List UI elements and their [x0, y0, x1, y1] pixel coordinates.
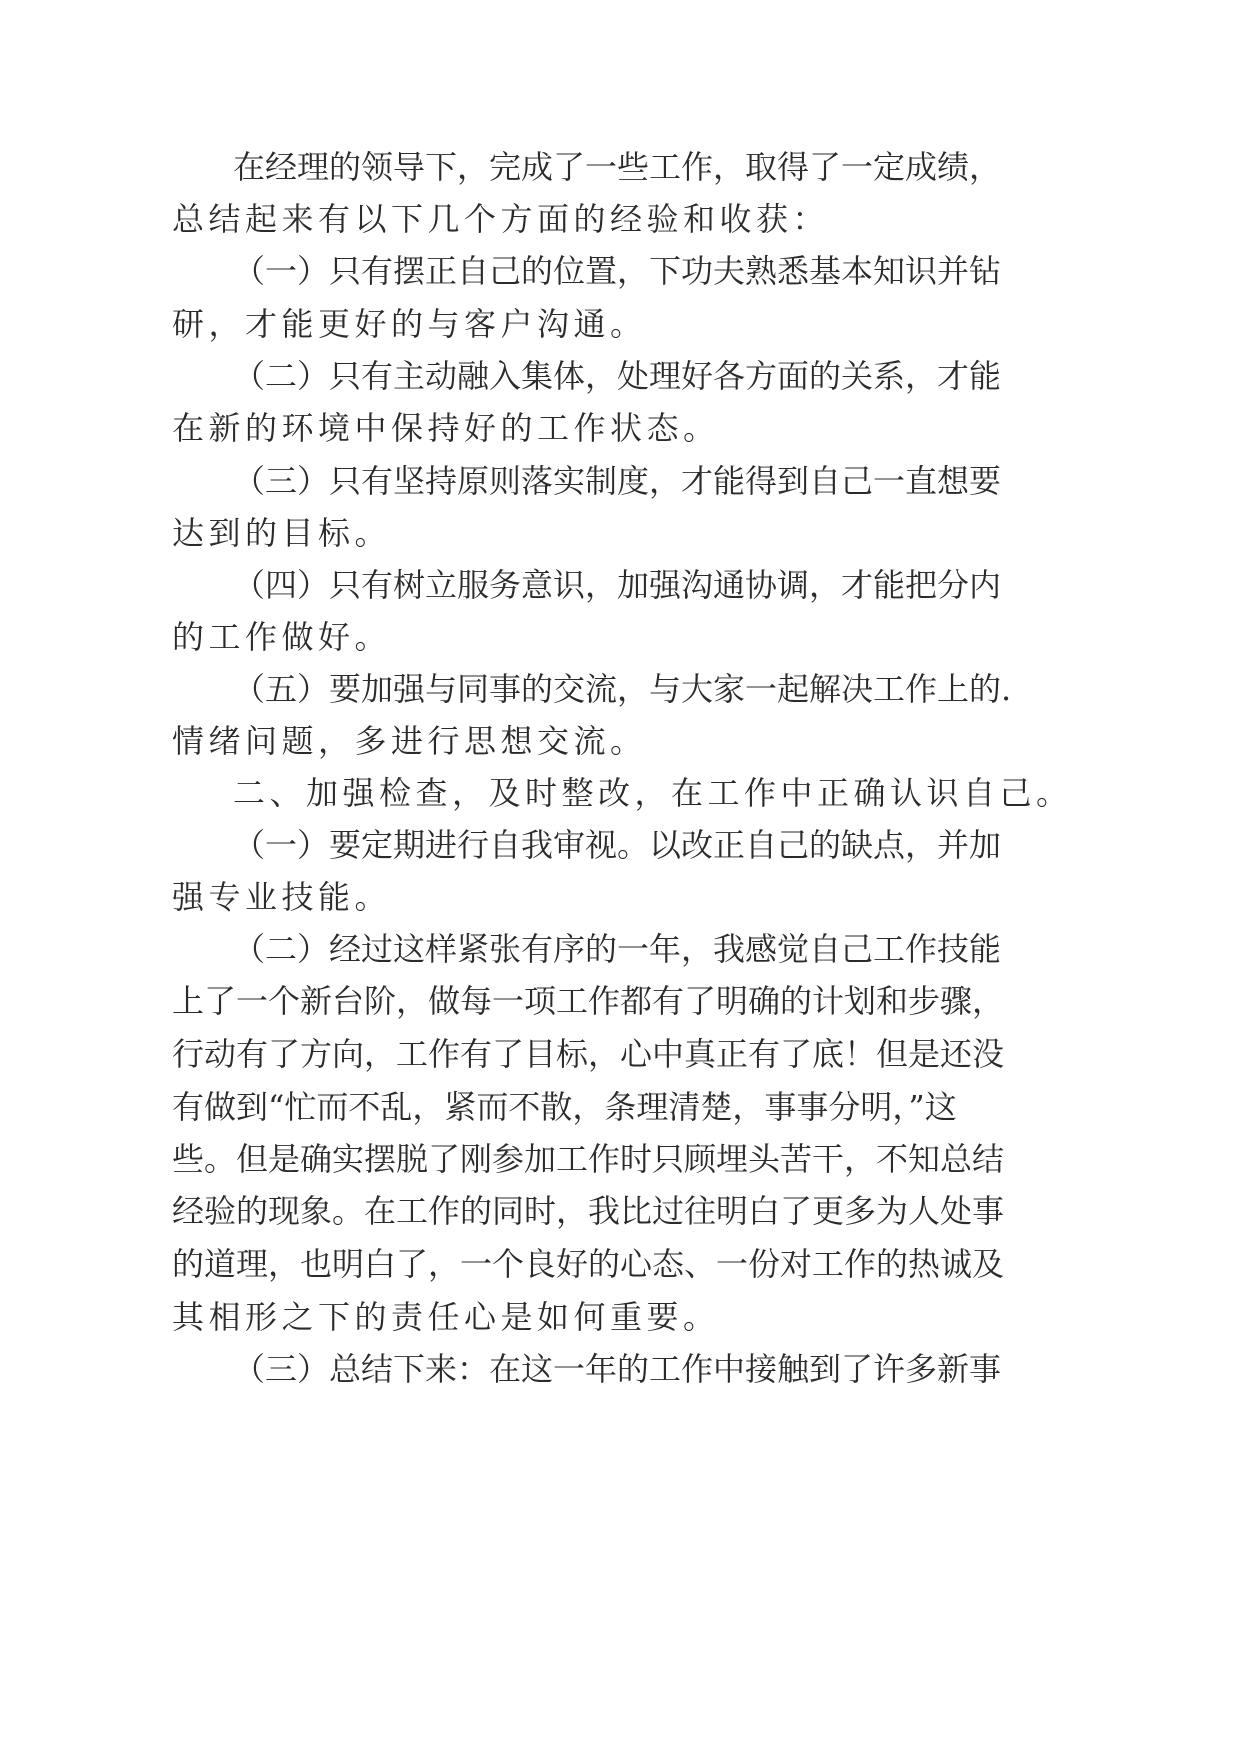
- text-line: 行动有了方向，工作有了目标，心中真正有了底！但是还没: [172, 1035, 1005, 1073]
- text-line: 研，才能更好的与客户沟通。: [172, 305, 647, 343]
- text-line: 二、加强检查，及时整改，在工作中正确认识自己。: [233, 774, 1073, 812]
- text-line: 的工作做好。: [172, 618, 392, 656]
- text-line: 在经理的领导下，完成了一些工作，取得了一定成绩，: [233, 148, 1002, 186]
- text-line: （二）经过这样紧张有序的一年，我感觉自己工作技能: [233, 930, 1002, 968]
- text-line: （三）只有坚持原则落实制度，才能得到自己一直想要: [233, 462, 1002, 500]
- text-line: 有做到“忙而不乱，紧而不散，条理清楚，事事分明，”这: [172, 1088, 957, 1126]
- text-line: 其相形之下的责任心是如何重要。: [172, 1298, 720, 1336]
- text-line: 在新的环境中保持好的工作状态。: [172, 409, 720, 447]
- text-line: 达到的目标。: [172, 514, 392, 552]
- text-line: 的道理，也明白了，一个良好的心态、一份对工作的热诚及: [172, 1245, 1005, 1283]
- text-line: （二）只有主动融入集体，处理好各方面的关系，才能: [233, 357, 1002, 395]
- text-line: 些。但是确实摆脱了刚参加工作时只顾埋头苦干，不知总结: [172, 1140, 1005, 1178]
- text-line: 上了一个新台阶，做每一项工作都有了明确的计划和步骤，: [172, 982, 1005, 1020]
- text-line: （四）只有树立服务意识，加强沟通协调，才能把分内: [233, 566, 1002, 604]
- text-line: 强专业技能。: [172, 878, 392, 916]
- text-line: 情绪问题，多进行思想交流。: [172, 722, 647, 760]
- text-line: 经验的现象。在工作的同时，我比过往明白了更多为人处事: [172, 1192, 1005, 1230]
- text-line: （一）只有摆正自己的位置，下功夫熟悉基本知识并钻: [233, 252, 1002, 290]
- text-line: （三）总结下来：在这一年的工作中接触到了许多新事: [233, 1350, 1002, 1388]
- text-line: 总结起来有以下几个方面的经验和收获：: [172, 200, 830, 238]
- text-line: （五）要加强与同事的交流，与大家一起解决工作上的.: [233, 670, 1012, 708]
- text-line: （一）要定期进行自我审视。以改正自己的缺点，并加: [233, 826, 1002, 864]
